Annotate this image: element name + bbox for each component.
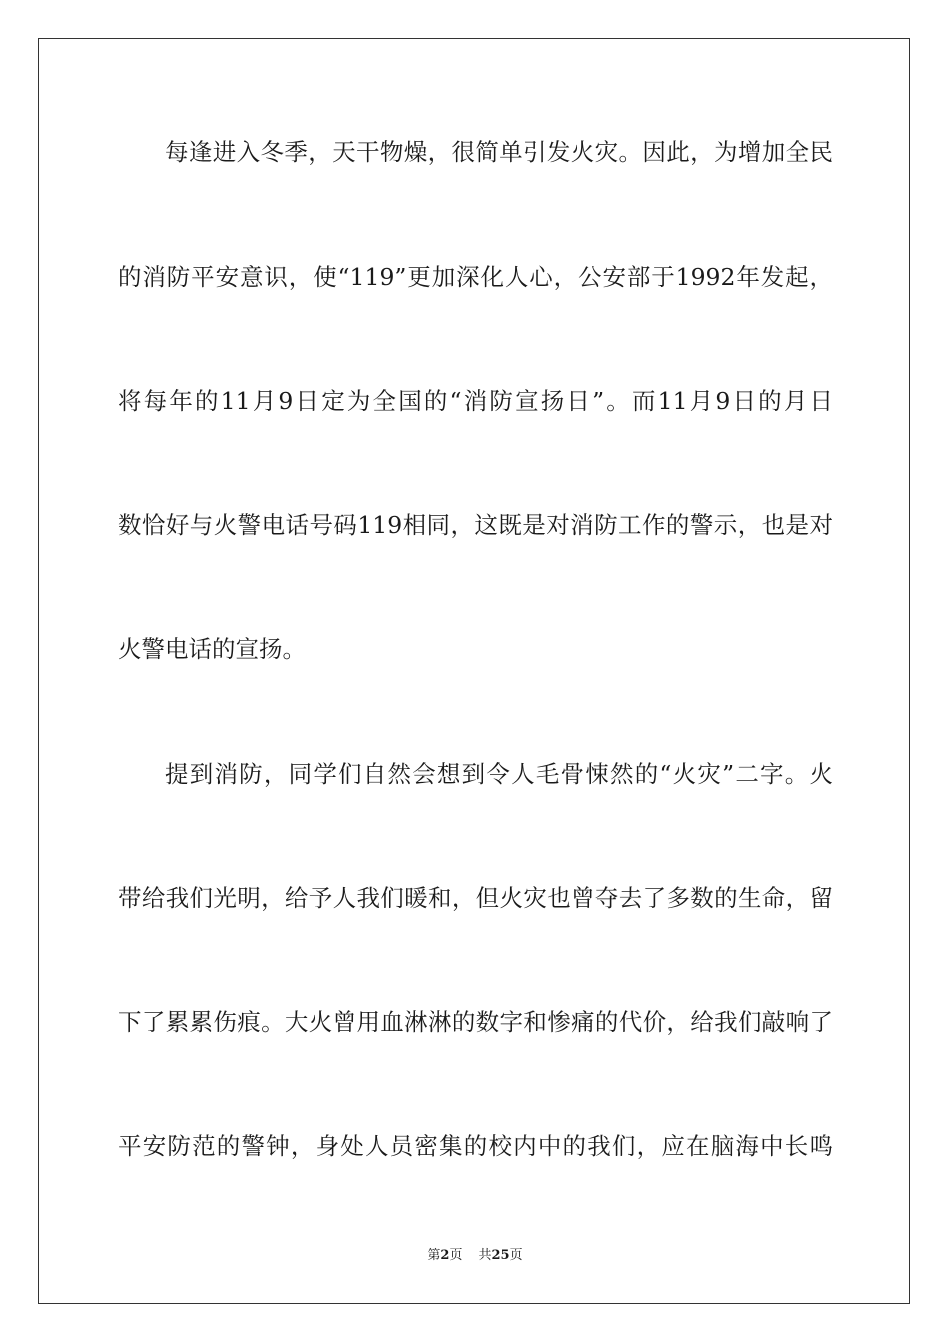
paragraph-2-line-1: 提到消防，同学们自然会想到令人毛骨悚然的“火灾”二字。火 (165, 760, 833, 788)
total-suffix: 页 (509, 1248, 523, 1263)
paragraph-1-line-4: 数恰好与火警电话号码119相同，这既是对消防工作的警示，也是对 (118, 511, 833, 539)
total-pages: 25 (491, 1248, 510, 1263)
page-prefix: 第 (427, 1248, 441, 1263)
paragraph-1-line-5: 火警电话的宣扬。 (118, 635, 306, 663)
page-suffix: 页 (449, 1248, 463, 1263)
page-footer (0, 1247, 950, 1265)
paragraph-2-line-2: 带给我们光明，给予人我们暖和，但火灾也曾夺去了多数的生命，留 (118, 884, 833, 912)
paragraph-2-line-4: 平安防范的警钟，身处人员密集的校内中的我们，应在脑海中长鸣 (118, 1132, 833, 1160)
page-border (38, 38, 910, 1304)
paragraph-1-line-2: 的消防平安意识，使“119”更加深化人心，公安部于1992年发起， (118, 263, 833, 291)
paragraph-1-line-3: 将每年的11月9日定为全国的“消防宣扬日”。而11月9日的月日 (118, 387, 833, 415)
page-number: 2 (440, 1248, 450, 1263)
total-prefix: 共 (478, 1248, 492, 1263)
paragraph-2-line-3: 下了累累伤痕。大火曾用血淋淋的数字和惨痛的代价，给我们敲响了 (118, 1008, 833, 1036)
paragraph-1-line-1: 每逢进入冬季，天干物燥，很简单引发火灾。因此，为增加全民 (165, 138, 833, 166)
